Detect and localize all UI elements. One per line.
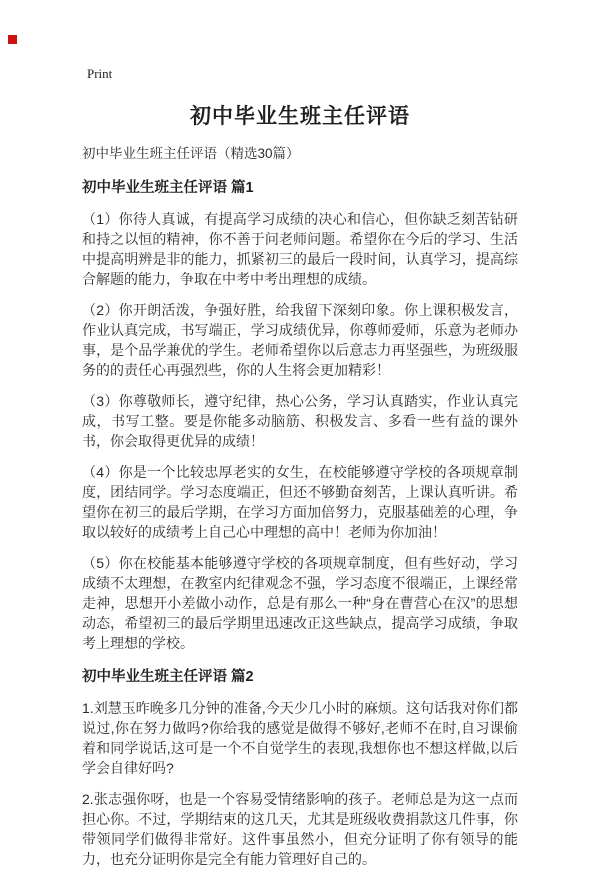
paragraph: （2）你开朗活泼，争强好胜，给我留下深刻印象。你上课积极发言，作业认真完成，书写端正，学习成绩优异，你尊师爱师，乐意为老师办事，是个品学兼优的学生。老师希望你以后意志力再坚强些，为班级服务的的责任心再强烈些，你的人生将会更加精彩！ — [82, 302, 518, 378]
paragraph: （1）你待人真诚，有提高学习成绩的决心和信心，但你缺乏刻苦钻研和持之以恒的精神，你不善于问老师问题。希望你在今后的学习、生活中提高明辨是非的能力，抓紧初三的最后一段时间，认真学习，提高综合解题的能力，争取在中考中考出理想的成绩。 — [82, 211, 518, 287]
document-subtitle: 初中毕业生班主任评语（精选30篇） — [82, 146, 300, 161]
red-square-marker — [8, 35, 17, 44]
document-body — [82, 100, 518, 880]
paragraph: 1.刘慧玉昨晚多几分钟的准备,今天少几小时的麻烦。这句话我对你们都说过,你在努力做吗?你给我的感觉是做得不够好,老师不在时,自习课偷着和同学说话,这可是一个不自觉学生的表现,我想你也不想这样做,以后学会自律好吗? — [82, 700, 518, 776]
page-title: 初中毕业生班主任评语 — [190, 105, 410, 128]
print-link[interactable]: Print — [87, 66, 113, 81]
section-2-heading: 初中毕业生班主任评语 篇2 — [82, 669, 254, 685]
section-1-heading: 初中毕业生班主任评语 篇1 — [82, 180, 254, 196]
section-1 — [82, 176, 518, 653]
section-2 — [82, 665, 518, 869]
paragraph: 2.张志强你呀，也是一个容易受情绪影响的孩子。老师总是为这一点而担心你。不过，学期结束的这几天，尤其是班级收费捐款这几件事，你带领同学们做得非常好。这件事虽然小，但充分证明了你有领导的能力，也充分证明你是完全有能力管理好自己的。 — [82, 791, 518, 867]
paragraph: （3）你尊敬师长，遵守纪律，热心公务，学习认真踏实，作业认真完成，书写工整。要是你能多动脑筋、积极发言、多看一些有益的课外书，你会取得更优异的成绩！ — [82, 393, 518, 449]
paragraph: （4）你是一个比较忠厚老实的女生，在校能够遵守学校的各项规章制度，团结同学。学习态度端正，但还不够勤奋刻苦，上课认真听讲。希望你在初三的最后学期，在学习方面加倍努力，克服基础差的心理，争取以较好的成绩考上自己心中理想的高中！老师为你加油！ — [82, 464, 518, 540]
paragraph: （5）你在校能基本能够遵守学校的各项规章制度，但有些好动，学习成绩不太理想，在教室内纪律观念不强，学习态度不很端正，上课经常走神，思想开小差做小动作，总是有那么一种“身在曹营心在汉”的思想动态，希望初三的最后学期里迅速改正这些缺点，提高学习成绩，争取考上理想的学校。 — [82, 555, 518, 651]
